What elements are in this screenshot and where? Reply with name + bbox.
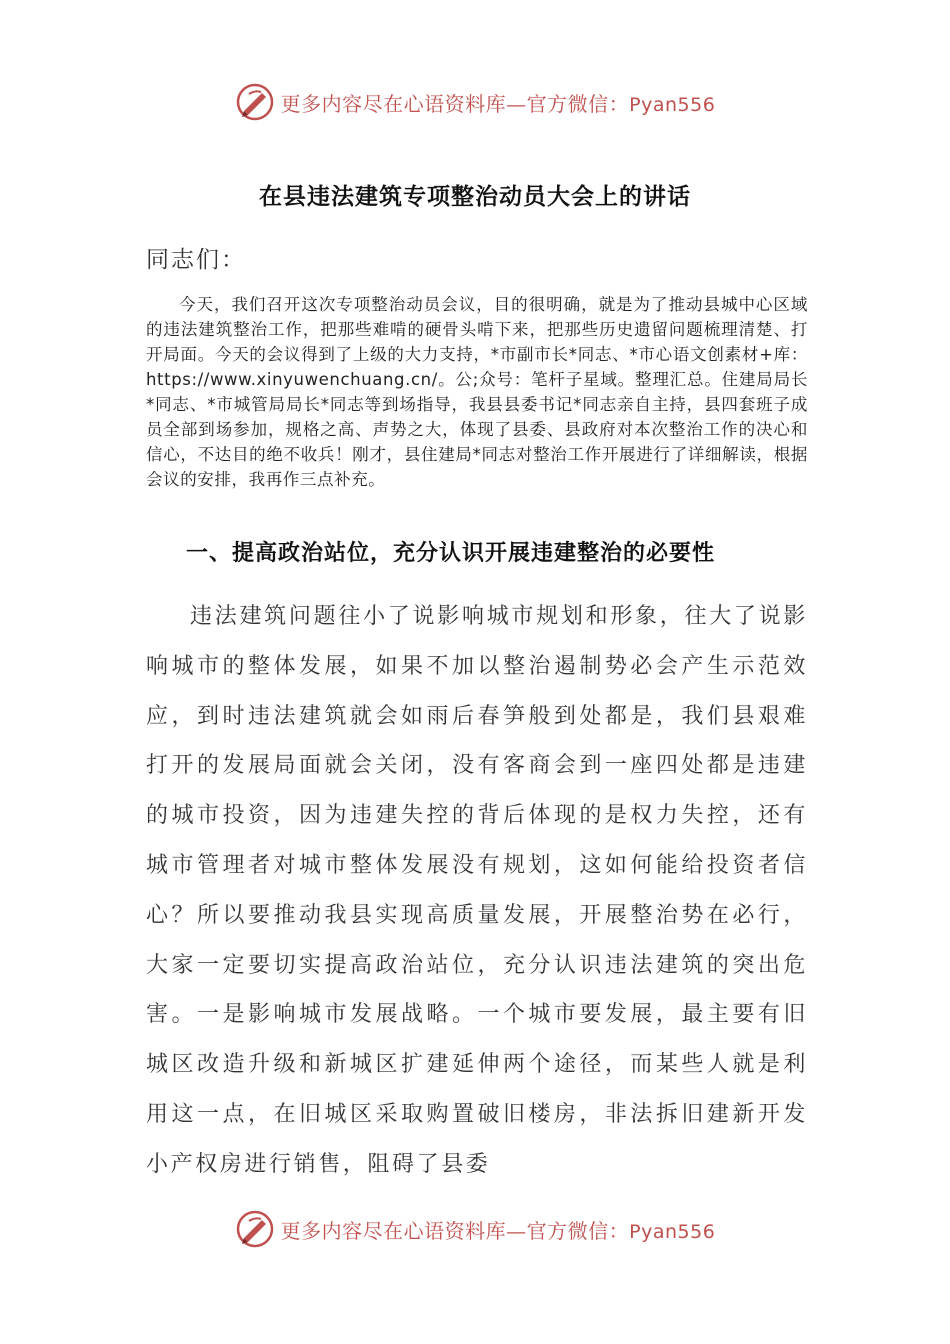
pen-logo-icon	[235, 1209, 275, 1249]
pen-logo-icon	[235, 82, 275, 122]
section-body-1: 违法建筑问题往小了说影响城市规划和形象，往大了说影响城市的整体发展，如果不加以整治遏制势必会产生示范效应，到时违法建筑就会如雨后春笋般到处都是，我们县艰难打开的发展局面就会关闭，没有客商会到一座四处都是违建的城市投资，因为违建失控的背后体现的是权力失控，还有城市管理者对城市整体发展没有规划，这如何能给投资者信心？所以要推动我县实现高质量发展，开展整治势在必行，大家一定要切实提高政治站位，充分认识违法建筑的突出危害。一是影响城市发展战略。一个城市要发展，最主要有旧城区改造升级和新城区扩建延伸两个途径，而某些人就是利用这一点，在旧城区采取购置破旧楼房，非法拆旧建新开发小产权房进行销售，阻碍了县委	[146, 604, 808, 1177]
section-heading-1: 一、提高政治站位，充分认识开展违建整治的必要性	[186, 541, 716, 566]
intro-paragraph: 今天，我们召开这次专项整治动员会议，目的很明确，就是为了推动县城中心区域的违法建筑整治工作，把那些难啃的硬骨头啃下来，把那些历史遗留问题梳理清楚、打开局面。今天的会议得到了上级的大力支持，*市副市长*同志、*市心语文创素材+库：https://www.xinyuwenchuang.cn/。公;众号：笔杆子星域。整理汇总。住建局局长*同志、*市城管局局长*同志等到场指导，我县县委书记*同志亲自主持，县四套班子成员全部到场参加，规格之高、声势之大，体现了县委、县政府对本次整治工作的决心和信心，不达目的绝不收兵！刚才，县住建局*同志对整治工作开展进行了详细解读，根据会议的安排，我再作三点补充。	[146, 295, 808, 489]
watermark-banner-top	[0, 80, 950, 124]
salutation: 同志们：	[146, 247, 246, 273]
wechat-id: Pyan556	[629, 93, 716, 116]
wechat-id: Pyan556	[629, 1220, 716, 1243]
watermark-text: 更多内容尽在心语资料库—官方微信：Pyan556	[280, 1218, 716, 1243]
document-title: 在县违法建筑专项整治动员大会上的讲话	[259, 184, 691, 210]
watermark-text: 更多内容尽在心语资料库—官方微信：Pyan556	[280, 91, 716, 116]
watermark-banner-bottom	[0, 1207, 950, 1251]
